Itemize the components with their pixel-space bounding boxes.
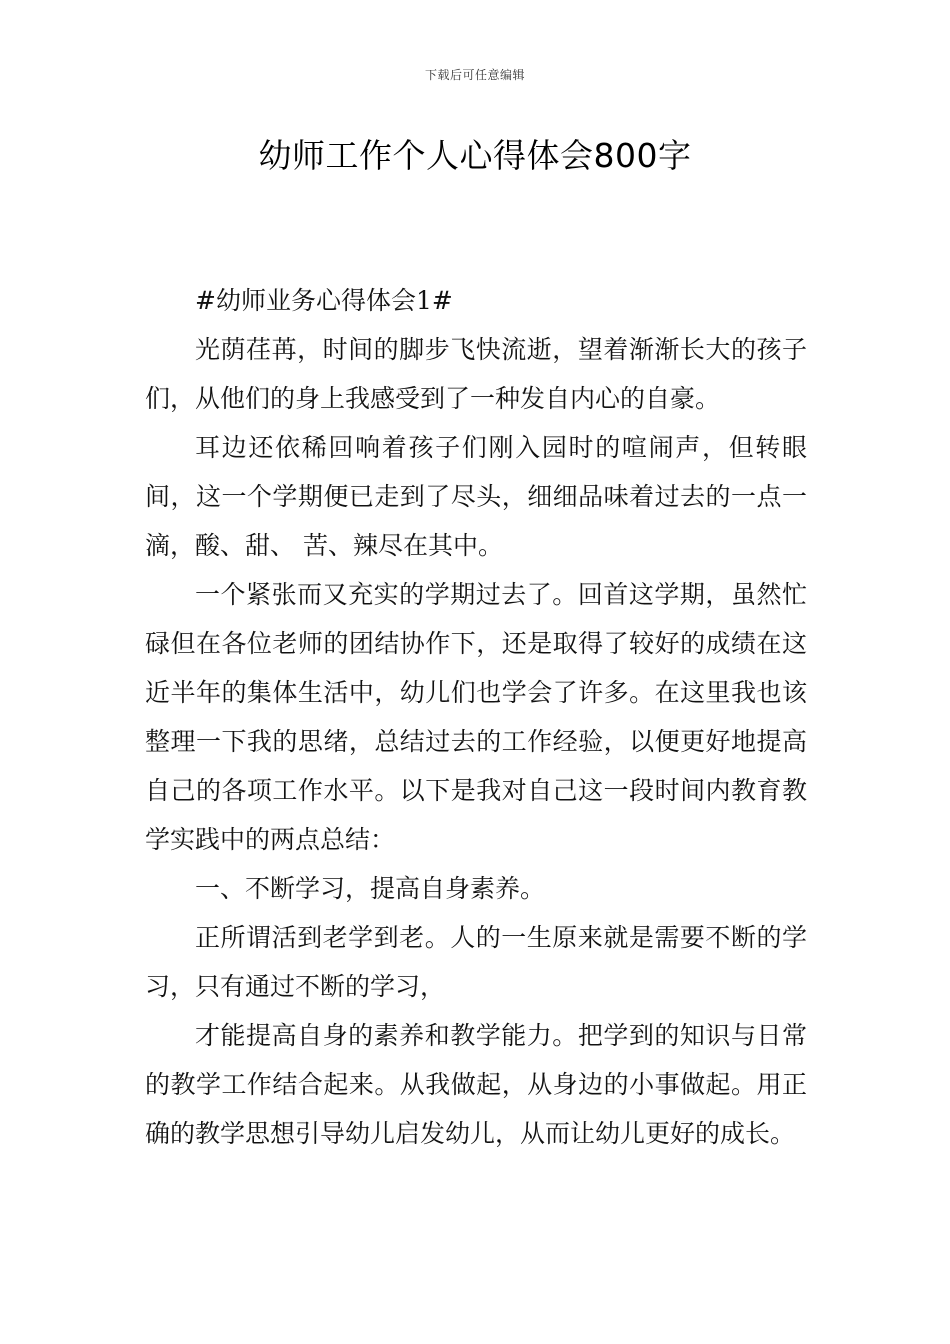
paragraph: 才能提高自身的素养和教学能力。把学到的知识与日常的教学工作结合起来。从我做起，从身边的小事做起。用正确的教学思想引导幼儿启发幼儿，从而让幼儿更好的成长。	[145, 1021, 807, 1148]
paragraph: 一个紧张而又充实的学期过去了。回首这学期，虽然忙碌但在各位老师的团结协作下，还是取得了较好的成绩在这近半年的集体生活中，幼儿们也学会了许多。在这里我也该整理一下我的思绪，总结过去的工作经验，以便更好地提高自己的各项工作水平。以下是我对自己这一段时间内教育教学实践中的两点总结：	[145, 580, 807, 854]
header-note: 下载后可任意编辑	[424, 68, 525, 82]
document-body	[145, 276, 807, 1158]
subsection-heading: 一、不断学习，提高自身素养。	[195, 874, 546, 903]
document-title: 幼师工作个人心得体会800字	[258, 136, 692, 175]
section-heading: #幼师业务心得体会1#	[195, 286, 453, 315]
paragraph: 耳边还依稀回响着孩子们刚入园时的喧闹声，但转眼间，这一个学期便已走到了尽头，细细品味着过去的一点一滴，酸、甜、 苦、辣尽在其中。	[145, 433, 807, 560]
paragraph: 光荫荏苒，时间的脚步飞快流逝，望着渐渐长大的孩子们，从他们的身上我感受到了一种发自内心的自豪。	[145, 335, 807, 413]
paragraph: 正所谓活到老学到老。人的一生原来就是需要不断的学习，只有通过不断的学习，	[145, 923, 807, 1001]
